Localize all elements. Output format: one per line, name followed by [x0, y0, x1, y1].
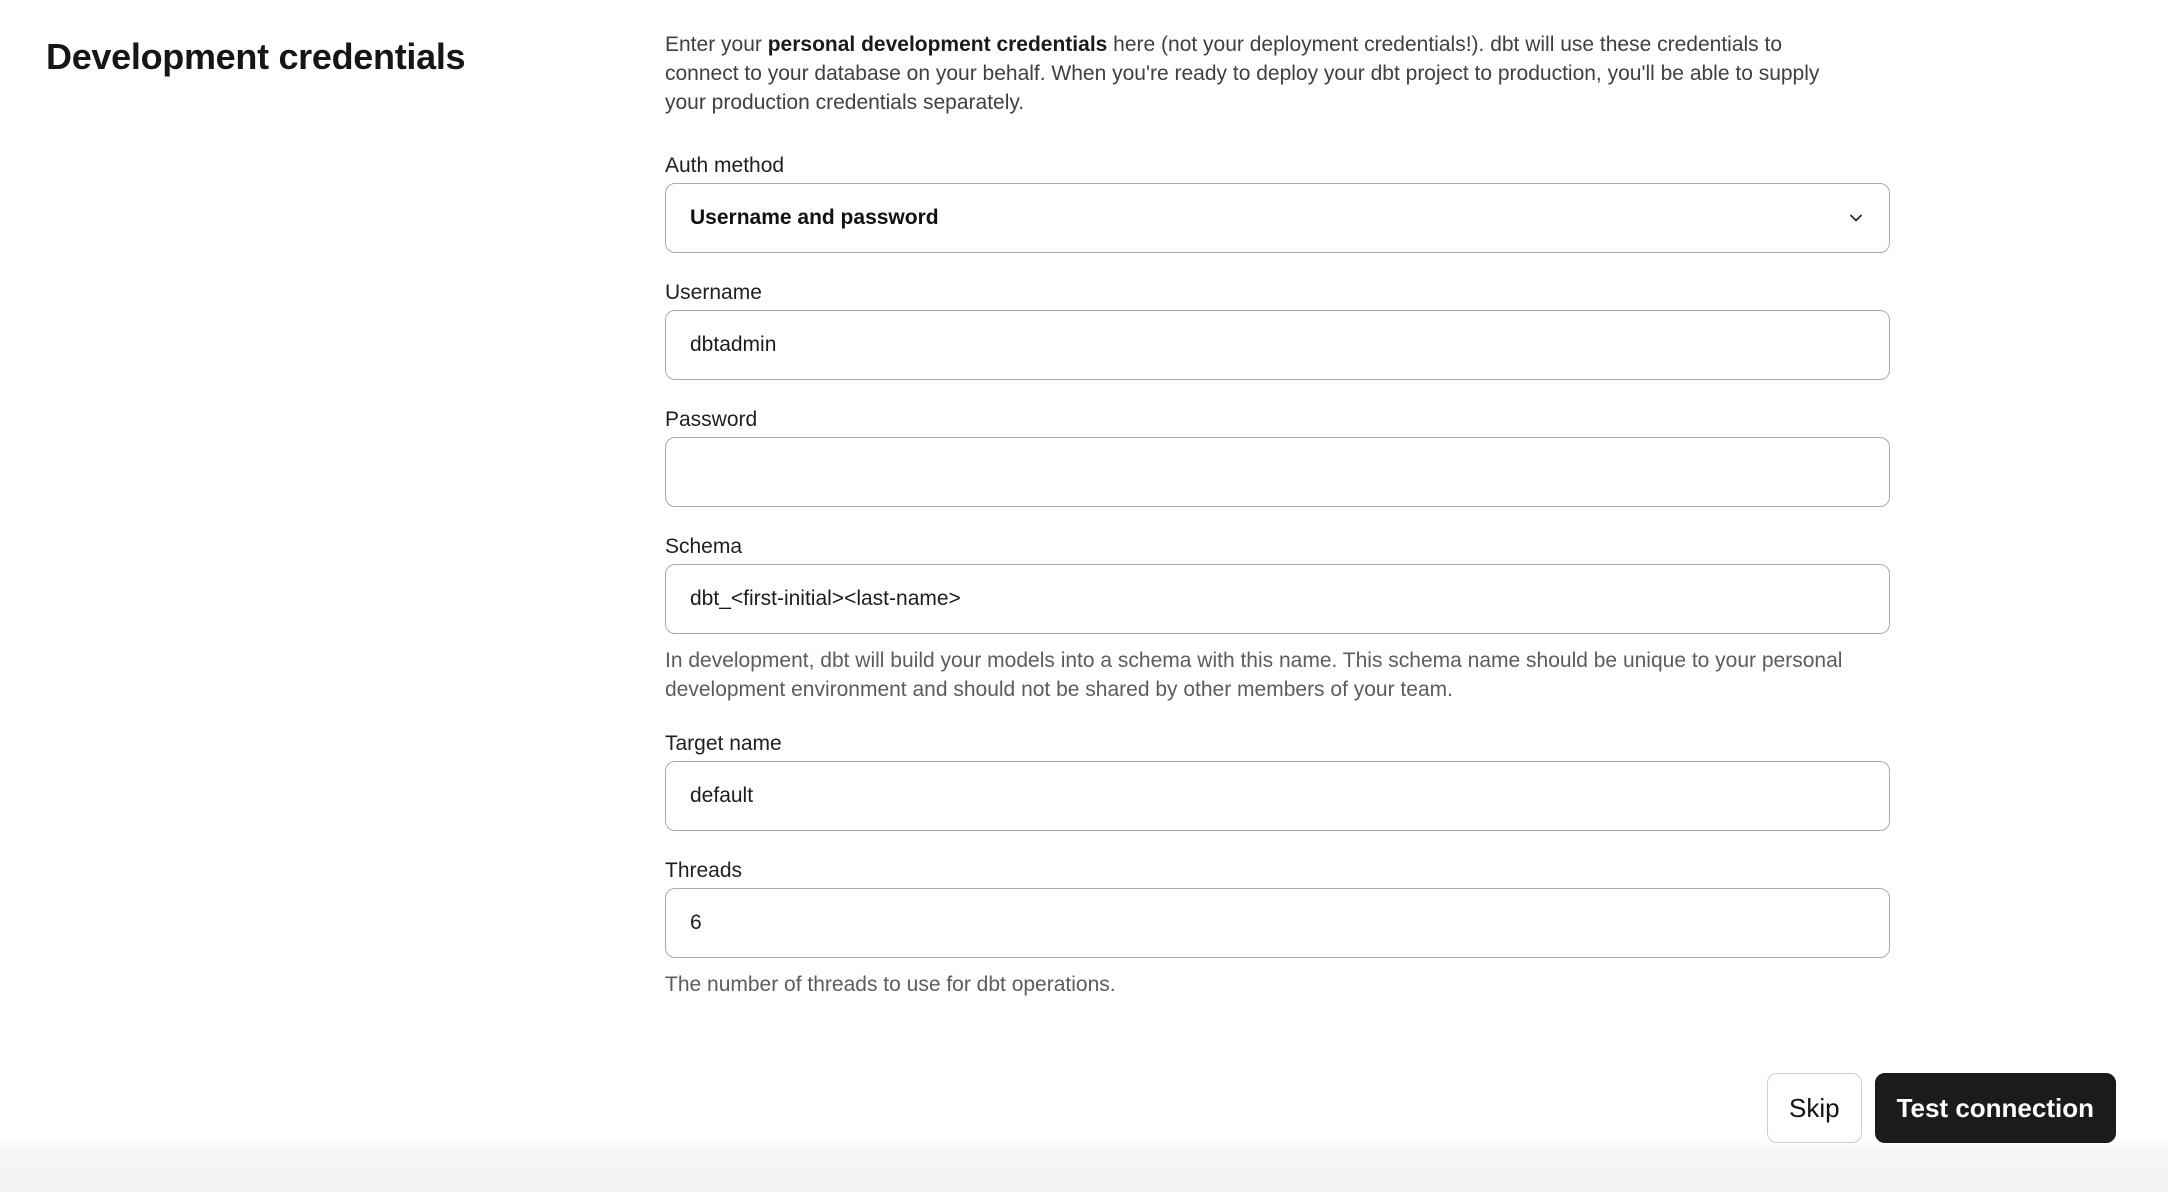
test-connection-button[interactable]: Test connection — [1875, 1073, 2116, 1143]
password-label: Password — [665, 408, 758, 431]
description-bold-phrase: personal development credentials — [767, 33, 1108, 56]
target-name-label: Target name — [665, 732, 782, 755]
description-before-bold: Enter your — [665, 33, 768, 56]
password-input[interactable] — [665, 437, 1890, 507]
page-title: Development credentials — [46, 36, 466, 77]
auth-method-field — [665, 153, 1890, 253]
schema-input[interactable] — [665, 564, 1890, 634]
threads-label: Threads — [665, 859, 743, 882]
threads-field — [665, 858, 1890, 999]
auth-method-selected-value: Username and password — [690, 206, 939, 229]
auth-method-select[interactable] — [665, 183, 1890, 253]
credentials-form — [665, 30, 1890, 999]
threads-helper-text: The number of threads to use for dbt operations. — [665, 973, 1116, 996]
description-after-bold: here (not your deployment credentials!). dbt will use these credentials to connect to your database on your behalf. When you're ready to deploy your dbt project to production, you'll be able to supply your production credentials separately. — [665, 33, 1820, 114]
description-text — [665, 30, 1845, 117]
schema-label: Schema — [665, 535, 743, 558]
password-field — [665, 407, 1890, 507]
auth-method-label: Auth method — [665, 154, 785, 177]
username-label: Username — [665, 281, 762, 304]
schema-field — [665, 534, 1890, 704]
footer-actions — [1767, 1073, 2116, 1143]
skip-button[interactable]: Skip — [1767, 1073, 1862, 1143]
target-name-input[interactable] — [665, 761, 1890, 831]
threads-input[interactable] — [665, 888, 1890, 958]
username-input[interactable] — [665, 310, 1890, 380]
username-field — [665, 280, 1890, 380]
target-name-field — [665, 731, 1890, 831]
chevron-down-icon — [1847, 209, 1865, 227]
schema-helper-text: In development, dbt will build your models into a schema with this name. This schema name should be unique to your personal development environment and should not be shared by other members of your team. — [665, 649, 1843, 701]
bottom-fade-strip — [0, 1138, 2168, 1192]
